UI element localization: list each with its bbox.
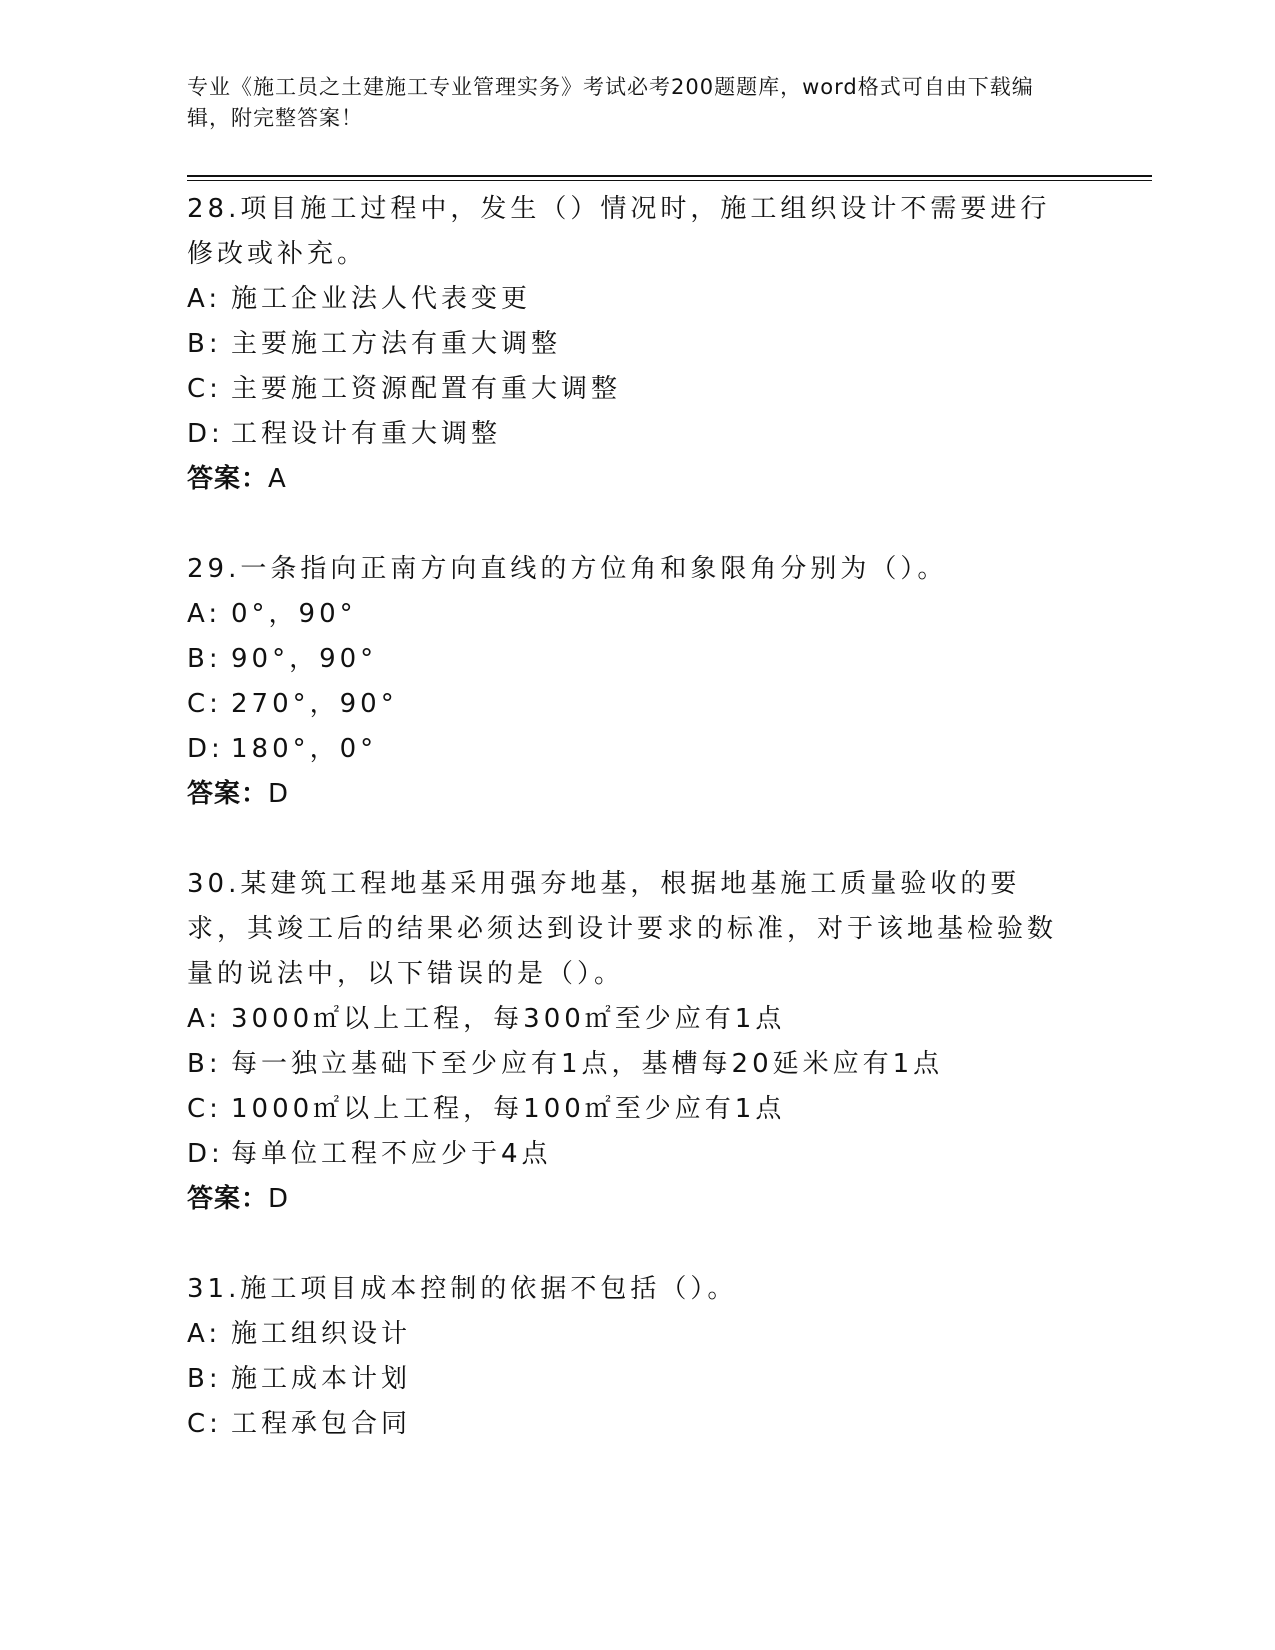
option-d <box>187 727 1087 772</box>
document-header: 专业《施工员之土建施工专业管理实务》考试必考200题题库，word格式可自由下载编辑，附完整答案！ <box>187 75 1034 130</box>
option-text: 施工企业法人代表变更 <box>231 284 532 314</box>
option-b <box>187 322 1087 367</box>
question-text: 29.一条指向正南方向直线的方位角和象限角分别为（）。 <box>187 554 948 584</box>
answer-line <box>187 772 1087 817</box>
option-text: 90°，90° <box>231 644 378 674</box>
option-letter: C: <box>187 1094 222 1124</box>
option-text: 180°，0° <box>231 734 378 764</box>
question-29 <box>187 547 1087 817</box>
option-letter: D: <box>187 734 224 764</box>
header-rule-thick <box>187 175 1152 177</box>
option-text: 施工组织设计 <box>231 1319 412 1349</box>
option-letter: A: <box>187 284 222 314</box>
option-a <box>187 997 1087 1042</box>
question-text: 31.施工项目成本控制的依据不包括（）。 <box>187 1274 738 1304</box>
option-a <box>187 592 1087 637</box>
option-text: 主要施工方法有重大调整 <box>231 329 562 359</box>
answer-label: 答案： <box>187 779 269 809</box>
question-spacer <box>187 502 1087 547</box>
option-d <box>187 1132 1087 1177</box>
option-d <box>187 412 1087 457</box>
answer-line <box>187 457 1087 502</box>
question-text: 30.某建筑工程地基采用强夯地基，根据地基施工质量验收的要求，其竣工后的结果必须达到设计要求的标准，对于该地基检验数量的说法中，以下错误的是（）。 <box>187 869 1058 989</box>
question-spacer <box>187 817 1087 862</box>
question-30 <box>187 862 1087 1222</box>
option-b <box>187 1357 1087 1402</box>
option-text: 主要施工资源配置有重大调整 <box>231 374 622 404</box>
option-letter: C: <box>187 689 222 719</box>
question-list <box>187 187 1087 1447</box>
option-text: 工程承包合同 <box>231 1409 412 1439</box>
option-text: 施工成本计划 <box>231 1364 412 1394</box>
option-letter: A: <box>187 1004 222 1034</box>
question-31 <box>187 1267 1087 1447</box>
question-spacer <box>187 1222 1087 1267</box>
option-text: 3000㎡以上工程，每300㎡至少应有1点 <box>231 1004 786 1034</box>
option-text: 每一独立基础下至少应有1点，基槽每20延米应有1点 <box>231 1049 944 1079</box>
option-letter: B: <box>187 1049 222 1079</box>
option-c <box>187 367 1087 412</box>
option-text: 0°，90° <box>231 599 357 629</box>
answer-label: 答案： <box>187 1184 269 1214</box>
option-text: 工程设计有重大调整 <box>231 419 502 449</box>
option-letter: C: <box>187 374 222 404</box>
header-rule-thin <box>187 180 1152 181</box>
option-letter: C: <box>187 1409 222 1439</box>
answer-line <box>187 1177 1087 1222</box>
option-letter: D: <box>187 1139 224 1169</box>
option-text: 1000㎡以上工程，每100㎡至少应有1点 <box>231 1094 786 1124</box>
answer-value: D <box>268 1184 290 1214</box>
answer-value: A <box>268 464 287 494</box>
option-b <box>187 637 1087 682</box>
option-letter: D: <box>187 419 224 449</box>
option-a <box>187 277 1087 322</box>
option-text: 每单位工程不应少于4点 <box>231 1139 552 1169</box>
answer-value: D <box>268 779 290 809</box>
option-letter: B: <box>187 1364 222 1394</box>
option-text: 270°，90° <box>231 689 398 719</box>
option-b <box>187 1042 1087 1087</box>
answer-label: 答案： <box>187 464 269 494</box>
question-28 <box>187 187 1087 502</box>
option-c <box>187 1087 1087 1132</box>
question-text: 28.项目施工过程中，发生（）情况时，施工组织设计不需要进行修改或补充。 <box>187 194 1051 269</box>
option-letter: B: <box>187 644 222 674</box>
option-letter: A: <box>187 1319 222 1349</box>
option-a <box>187 1312 1087 1357</box>
option-c <box>187 682 1087 727</box>
option-letter: B: <box>187 329 222 359</box>
option-c <box>187 1402 1087 1447</box>
option-letter: A: <box>187 599 222 629</box>
